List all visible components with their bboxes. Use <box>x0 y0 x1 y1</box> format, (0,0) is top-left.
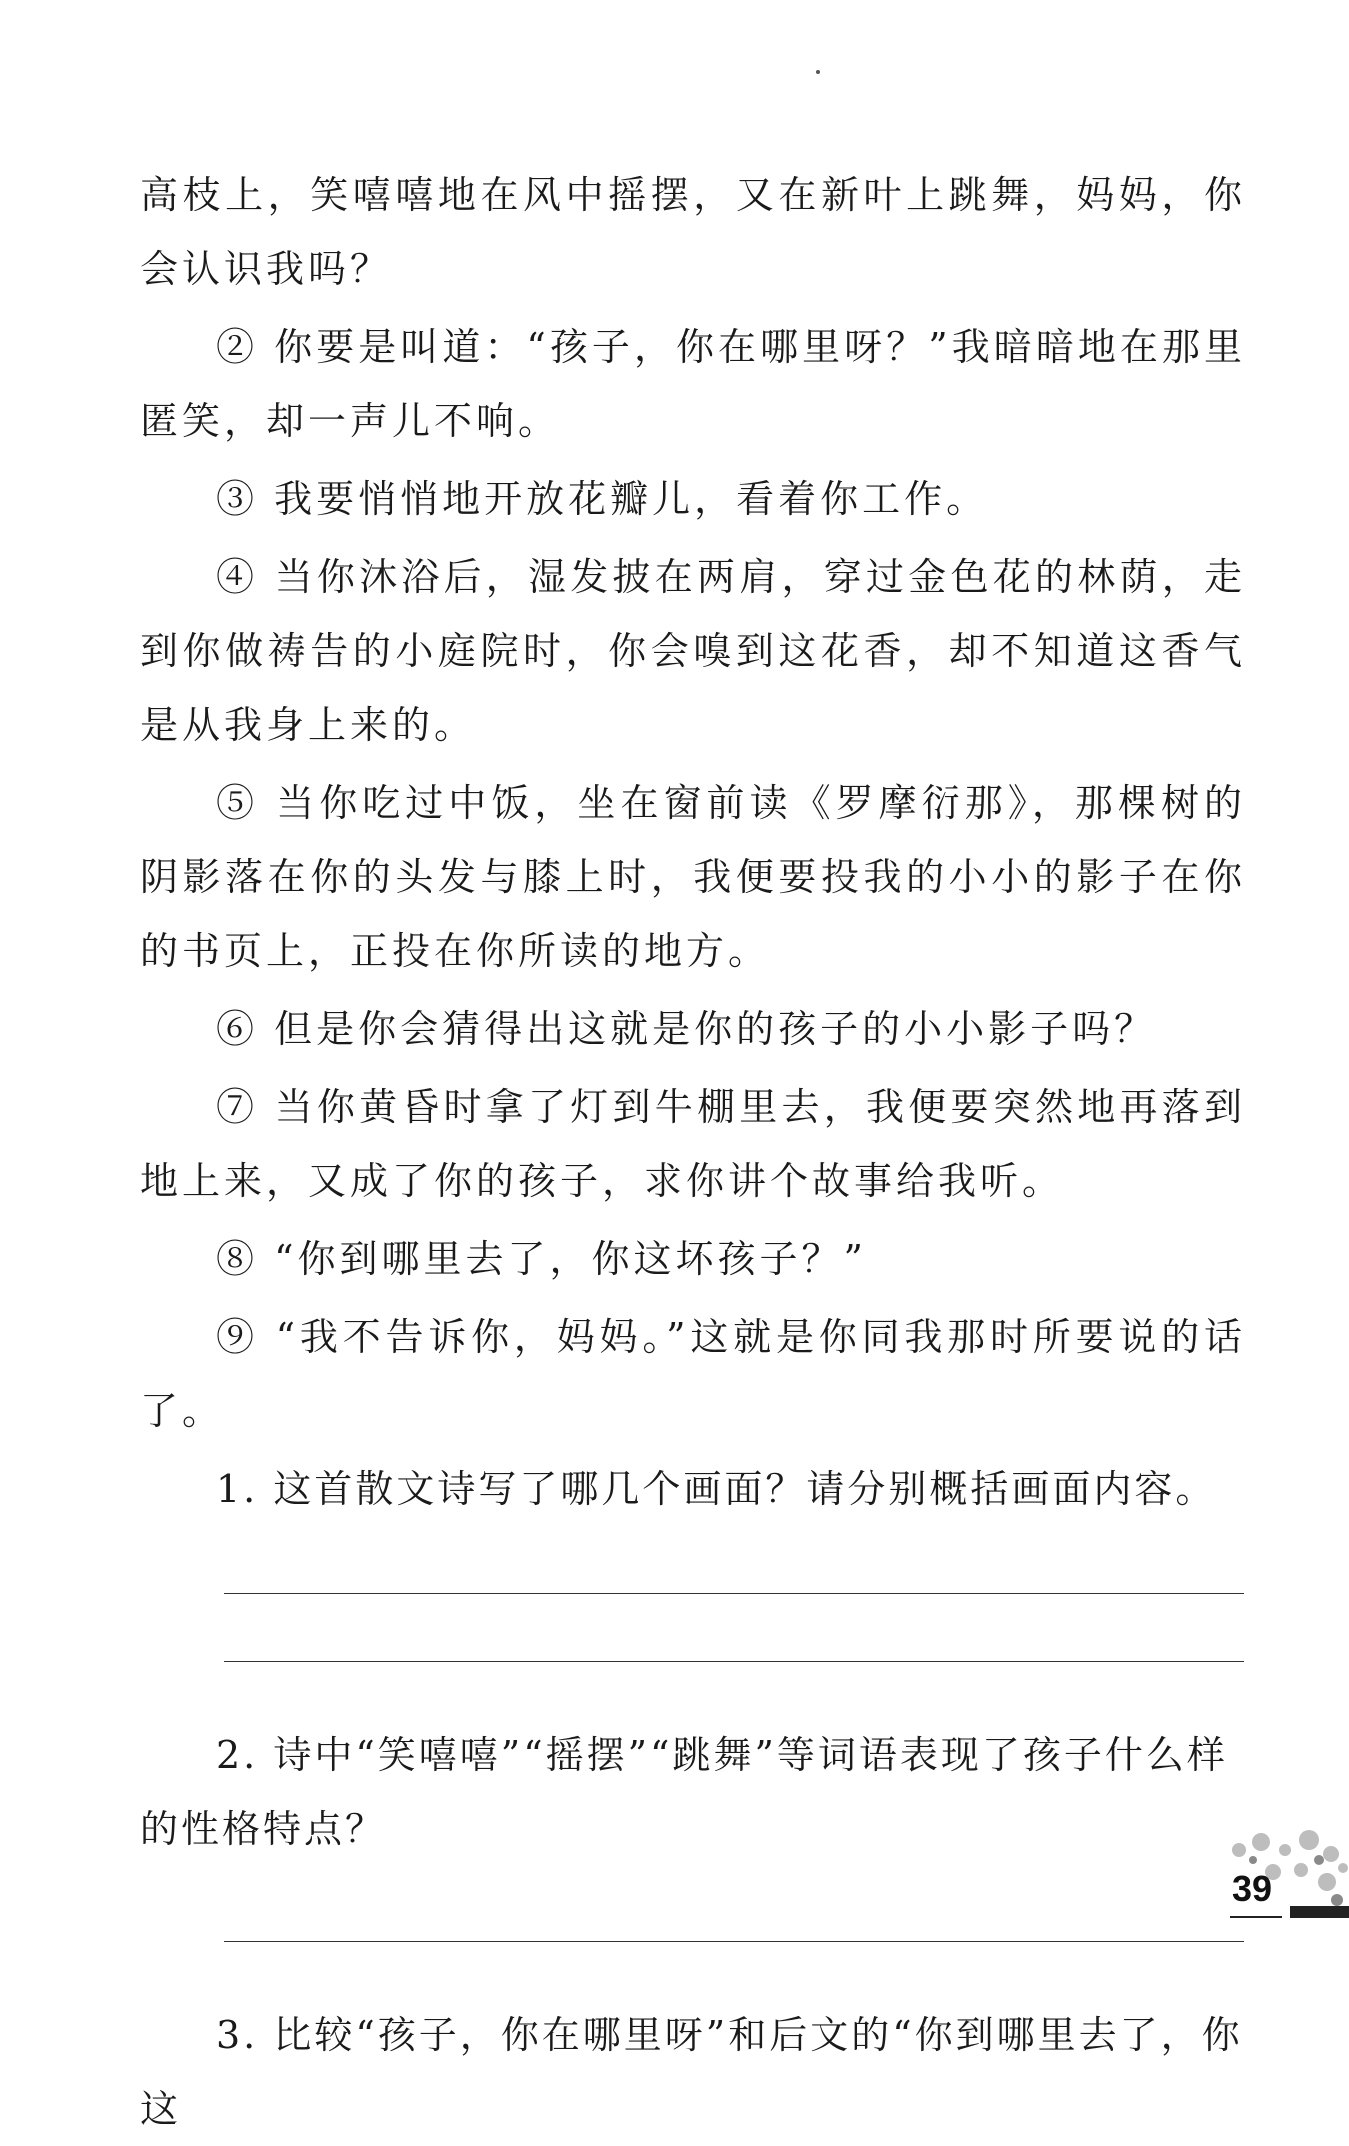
passage-paragraph-9: ⑨ “我不告诉你，妈妈。”这就是你同我那时所要说的话了。 <box>140 1315 1246 1433</box>
passage-paragraph-7: ⑦ 当你黄昏时拿了灯到牛棚里去，我便要突然地再落到地上来，又成了你的孩子，求你讲个故事给我听。 <box>140 1085 1246 1203</box>
answer-space <box>140 1866 1246 1940</box>
passage-paragraph-4: ④ 当你沐浴后，湿发披在两肩，穿过金色花的林荫，走到你做祷告的小庭院时，你会嗅到这花香，却不知道这香气是从我身上来的。 <box>140 555 1246 747</box>
question-2: 2. 诗中“笑嘻嘻”“摇摆”“跳舞”等词语表现了孩子什么样的性格特点？ <box>140 1733 1228 1851</box>
corner-decoration-icon <box>1209 1820 1349 1940</box>
passage-paragraph-5: ⑤ 当你吃过中饭，坐在窗前读《罗摩衍那》，那棵树的阴影落在你的头发与膝上时，我便要投我的小小的影子在你的书页上，正投在你所读的地方。 <box>140 781 1246 973</box>
passage-paragraph-8: ⑧ “你到哪里去了，你这坏孩子？” <box>216 1237 867 1281</box>
passage-paragraph-3: ③ 我要悄悄地开放花瓣儿，看着你工作。 <box>216 477 989 521</box>
scan-speck <box>816 70 820 74</box>
question-1: 1. 这首散文诗写了哪几个画面？请分别概括画面内容。 <box>216 1467 1217 1511</box>
answer-space <box>140 1526 1246 1592</box>
passage-paragraph-1: 高枝上，笑嘻嘻地在风中摇摆，又在新叶上跳舞，妈妈，你会认识我吗？ <box>140 173 1246 291</box>
page-number-bar <box>1290 1906 1349 1918</box>
answer-space <box>140 1942 1246 1998</box>
question-3: 3. 比较“孩子，你在哪里呀”和后文的“你到哪里去了，你这 <box>140 2013 1243 2131</box>
passage-paragraph-6: ⑥ 但是你会猜得出这就是你的孩子的小小影子吗？ <box>216 1007 1157 1051</box>
passage-paragraph-2: ② 你要是叫道：“孩子，你在哪里呀？”我暗暗地在那里匿笑，却一声儿不响。 <box>140 325 1246 443</box>
page-number: 39 <box>1232 1868 1273 1909</box>
answer-space <box>140 1594 1246 1660</box>
page-content <box>140 158 1246 2146</box>
answer-space <box>140 1662 1246 1718</box>
page-number-rule <box>1230 1916 1282 1918</box>
